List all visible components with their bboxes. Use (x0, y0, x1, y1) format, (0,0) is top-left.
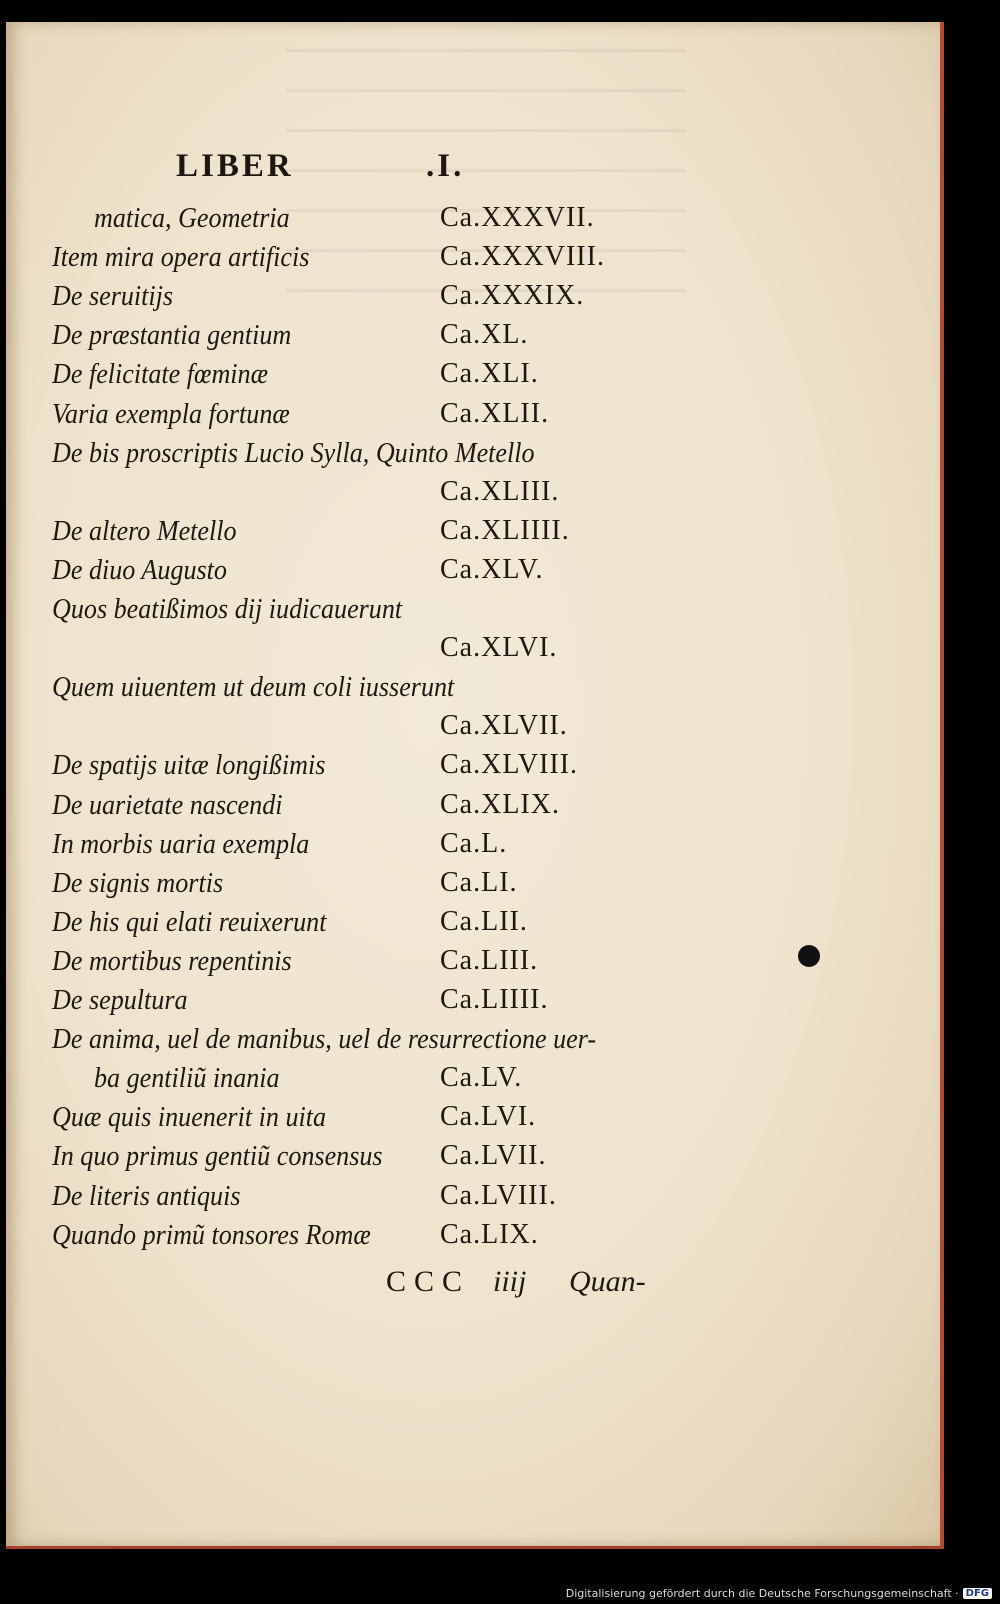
dfg-logo: DFG (963, 1588, 992, 1599)
entry-chapter: Ca.LI. (440, 867, 518, 898)
signature-mark: CCC (386, 1265, 471, 1298)
entry-chapter: Ca.LVII. (440, 1140, 547, 1171)
entry-chapter: Ca.XXXIX. (440, 280, 585, 311)
entry-title: De felicitate fœminæ (52, 358, 269, 390)
entry-chapter: Ca.LIX. (440, 1219, 539, 1250)
entry-title: De sepultura (52, 984, 188, 1016)
entry-chapter: Ca.XLII. (440, 398, 550, 429)
digitization-footer (566, 1587, 992, 1600)
entry-chapter: Ca.XLVIII. (440, 749, 579, 780)
entry-chapter: Ca.XXXVIII. (440, 241, 605, 272)
entry-title: De literis antiquis (52, 1180, 241, 1212)
entry-title: In morbis uaria exempla (52, 828, 310, 860)
entry-title: De spatijs uitæ longißimis (52, 749, 326, 781)
ink-blot (798, 945, 820, 967)
entry-chapter: Ca.LVI. (440, 1101, 537, 1132)
book-page (6, 22, 944, 1549)
entry-title: De his qui elati reuixerunt (52, 906, 327, 938)
table-of-contents (6, 22, 940, 1546)
entry-chapter: Ca.XLVII. (440, 710, 568, 741)
entry-chapter: Ca.XLIII. (440, 476, 560, 507)
entry-title: De bis proscriptis Lucio Sylla, Quinto Metello (52, 437, 535, 469)
footer-text: Digitalisierung gefördert durch die Deutsche Forschungsgemeinschaft · (565, 1587, 959, 1600)
entry-title: De signis mortis (52, 867, 224, 899)
entry-chapter: Ca.LVIII. (440, 1180, 557, 1211)
entry-chapter: Ca.XLVI. (440, 632, 558, 663)
entry-chapter: Ca.XLI. (440, 358, 539, 389)
entry-chapter: Ca.LIII. (440, 945, 539, 976)
entry-chapter: Ca.XXXVII. (440, 202, 595, 233)
signature-number: iiij (493, 1265, 527, 1298)
entry-title: Quæ quis inuenerit in uita (52, 1101, 327, 1133)
entry-title: De seruitijs (52, 280, 174, 312)
entry-chapter: Ca.XLIX. (440, 789, 560, 820)
entry-title: Quem uiuentem ut deum coli iusserunt (52, 671, 455, 703)
entry-title: Item mira opera artificis (52, 241, 310, 273)
entry-chapter: Ca.LII. (440, 906, 528, 937)
running-head-right: .I. (426, 148, 465, 184)
entry-chapter: Ca.XL. (440, 319, 529, 350)
entry-title: Quos beatißimos dij iudicauerunt (52, 593, 403, 625)
entry-title: De anima, uel de manibus, uel de resurrectione uer- (52, 1023, 597, 1055)
entry-title: De uarietate nascendi (52, 789, 283, 821)
entry-title: matica, Geometria (94, 202, 290, 234)
entry-title: De altero Metello (52, 515, 237, 547)
entry-chapter: Ca.LV. (440, 1062, 523, 1093)
entry-chapter: Ca.LIIII. (440, 984, 549, 1015)
entry-title: De mortibus repentinis (52, 945, 292, 977)
running-head-left: LIBER (176, 148, 294, 184)
entry-title: In quo primus gentiũ consensus (52, 1140, 383, 1172)
entry-title: Varia exempla fortunæ (52, 398, 290, 430)
entry-chapter: Ca.L. (440, 828, 508, 859)
catchword: Quan- (569, 1265, 646, 1298)
entry-title: Quando primũ tonsores Romæ (52, 1219, 371, 1251)
entry-chapter: Ca.XLV. (440, 554, 544, 585)
entry-title: ba gentiliũ inania (94, 1062, 280, 1094)
entry-title: De præstantia gentium (52, 319, 292, 351)
entry-chapter: Ca.XLIIII. (440, 515, 570, 546)
entry-title: De diuo Augusto (52, 554, 227, 586)
